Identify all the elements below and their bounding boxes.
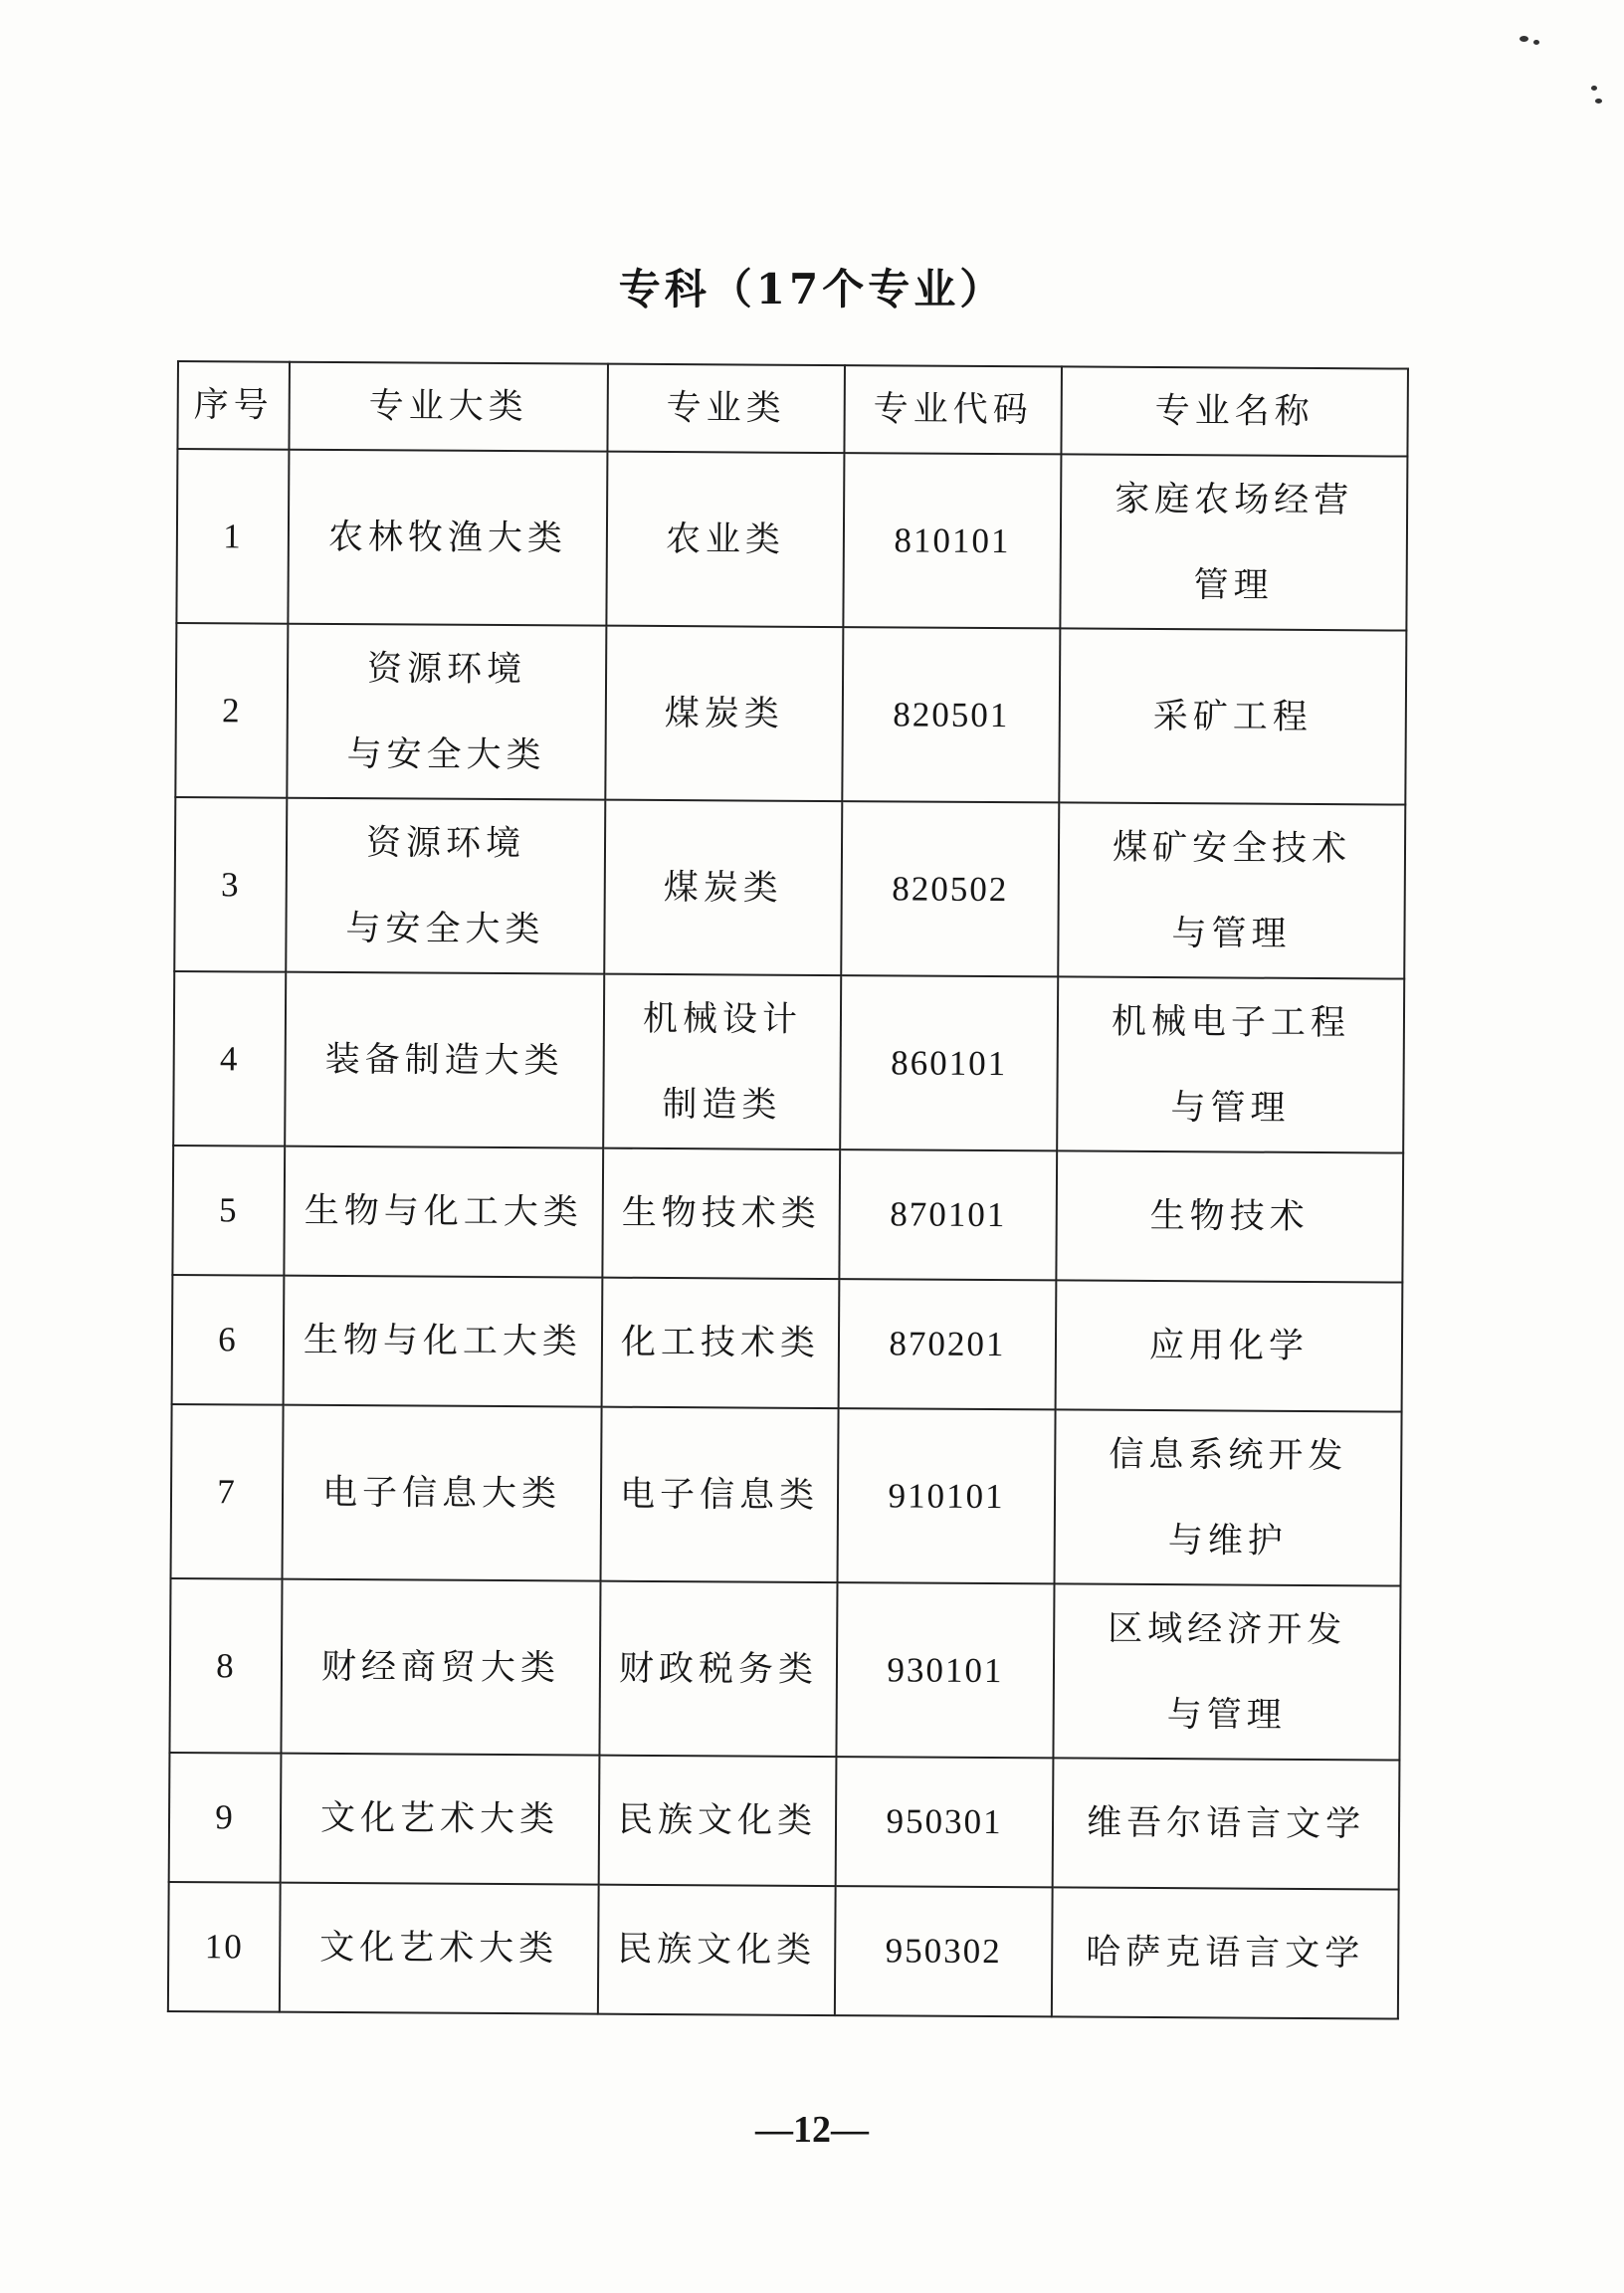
table-row [175, 623, 1406, 805]
cell-code: 870101 [839, 1149, 1057, 1280]
cell-code: 930101 [836, 1582, 1054, 1758]
cell-category [285, 972, 604, 1148]
cell-name-line: 与维护 [1167, 1520, 1288, 1562]
cell-name [1053, 1583, 1400, 1760]
cell-subcategory-line: 电子信息类 [619, 1474, 820, 1516]
cell-code: 870201 [839, 1279, 1057, 1409]
scan-speck [1520, 36, 1528, 42]
table-row [173, 971, 1404, 1153]
cell-subcategory [603, 974, 841, 1149]
scan-speck [1591, 86, 1597, 91]
table-row [168, 1882, 1399, 2019]
cell-serial: 7 [171, 1404, 284, 1579]
header-code: 专业代码 [844, 365, 1062, 454]
cell-name [1055, 1409, 1402, 1585]
cell-name [1056, 1280, 1403, 1411]
table-row [169, 1753, 1400, 1890]
cell-category-line: 财经商贸大类 [320, 1646, 561, 1688]
header-name: 专业名称 [1061, 366, 1408, 456]
cell-serial: 8 [169, 1578, 282, 1754]
cell-category-line: 与安全大类 [345, 908, 545, 949]
cell-name [1052, 1887, 1399, 2018]
table-row [172, 1146, 1403, 1283]
cell-subcategory-line: 化工技术类 [620, 1322, 821, 1363]
table-row [174, 797, 1405, 979]
cell-category-line: 资源环境 [365, 822, 526, 864]
cell-category-line: 农林牧渔大类 [327, 517, 568, 558]
cell-subcategory-line: 民族文化类 [617, 1929, 817, 1971]
cell-code: 810101 [843, 453, 1061, 628]
cell-subcategory-line: 民族文化类 [617, 1799, 818, 1841]
cell-category [283, 1405, 602, 1581]
cell-subcategory-line: 煤炭类 [663, 867, 783, 909]
cell-name-line: 煤矿安全技术 [1112, 827, 1352, 869]
cell-category [281, 1579, 600, 1756]
cell-category [284, 1276, 603, 1407]
cell-category-line: 文化艺术大类 [319, 1797, 560, 1840]
cell-name [1060, 454, 1407, 630]
header-subcategory: 专业类 [607, 364, 845, 453]
cell-name-line: 信息系统开发 [1109, 1434, 1348, 1476]
cell-subcategory [602, 1278, 840, 1408]
cell-serial: 6 [172, 1275, 285, 1405]
cell-subcategory [599, 1581, 837, 1757]
cell-subcategory [606, 452, 844, 627]
cell-subcategory [602, 1148, 840, 1279]
cell-serial: 2 [175, 623, 288, 798]
majors-table [167, 360, 1409, 2020]
cell-name-line: 家庭农场经营 [1115, 479, 1354, 521]
cell-subcategory [605, 626, 843, 801]
cell-subcategory [599, 1756, 837, 1886]
cell-subcategory-line: 制造类 [662, 1084, 782, 1126]
cell-serial: 9 [169, 1753, 282, 1883]
scan-speck [1595, 99, 1602, 104]
cell-category-line: 装备制造大类 [324, 1039, 564, 1081]
cell-subcategory-line: 机械设计 [642, 998, 803, 1040]
header-serial: 序号 [177, 361, 290, 450]
page-title: 专科（17个专业） [618, 265, 1006, 313]
cell-name-line: 生物技术 [1149, 1195, 1310, 1237]
cell-name-line: 管理 [1193, 564, 1274, 606]
page-number: —12— [755, 2109, 869, 2151]
table-header-row [177, 361, 1408, 457]
cell-subcategory-line: 财政税务类 [618, 1648, 819, 1690]
table-row [171, 1404, 1402, 1586]
cell-code: 950302 [835, 1886, 1053, 2016]
table-row [169, 1578, 1400, 1761]
cell-category-line: 电子信息大类 [321, 1472, 562, 1514]
cell-serial: 1 [176, 449, 289, 624]
scan-speck [1533, 40, 1539, 45]
cell-serial: 3 [174, 797, 287, 972]
cell-code: 820501 [842, 627, 1060, 802]
cell-name-line: 应用化学 [1148, 1325, 1310, 1366]
cell-name [1058, 802, 1405, 978]
cell-name-line: 维吾尔语言文学 [1086, 1802, 1366, 1845]
table-row [176, 449, 1407, 631]
cell-serial: 5 [172, 1146, 285, 1276]
cell-serial: 4 [173, 971, 286, 1146]
cell-name-line: 机械电子工程 [1111, 1001, 1351, 1043]
header-category: 专业大类 [289, 362, 608, 452]
table-row [172, 1275, 1403, 1412]
cell-name [1053, 1758, 1400, 1889]
cell-category [280, 1883, 599, 2014]
cell-category-line: 生物与化工大类 [303, 1320, 583, 1362]
cell-name [1057, 976, 1404, 1152]
cell-subcategory-line: 农业类 [665, 519, 786, 560]
cell-name [1059, 628, 1406, 804]
cell-subcategory [601, 1407, 839, 1582]
cell-code: 860101 [840, 975, 1058, 1150]
cell-name-line: 与管理 [1170, 1087, 1291, 1129]
cell-name-line: 与管理 [1171, 913, 1292, 954]
cell-code: 910101 [838, 1408, 1056, 1583]
cell-category-line: 资源环境 [366, 648, 527, 690]
cell-serial: 10 [168, 1882, 281, 2012]
cell-category [284, 1146, 603, 1278]
cell-code: 950301 [836, 1757, 1054, 1887]
cell-subcategory [598, 1885, 836, 2015]
cell-category-line: 与安全大类 [346, 733, 546, 775]
cell-name-line: 采矿工程 [1152, 696, 1313, 737]
cell-name-line: 与管理 [1166, 1694, 1287, 1736]
cell-code: 820502 [841, 801, 1059, 976]
cell-category [281, 1754, 600, 1885]
cell-subcategory [604, 800, 842, 975]
cell-category-line: 文化艺术大类 [319, 1927, 559, 1970]
cell-subcategory-line: 生物技术类 [621, 1192, 821, 1234]
cell-category [286, 798, 605, 974]
cell-category [288, 450, 607, 626]
cell-category [287, 624, 606, 800]
cell-subcategory-line: 煤炭类 [664, 693, 784, 734]
cell-name-line: 哈萨克语言文学 [1086, 1932, 1365, 1975]
cell-name-line: 区域经济开发 [1108, 1608, 1347, 1650]
cell-name [1056, 1150, 1403, 1282]
cell-category-line: 生物与化工大类 [304, 1190, 583, 1233]
